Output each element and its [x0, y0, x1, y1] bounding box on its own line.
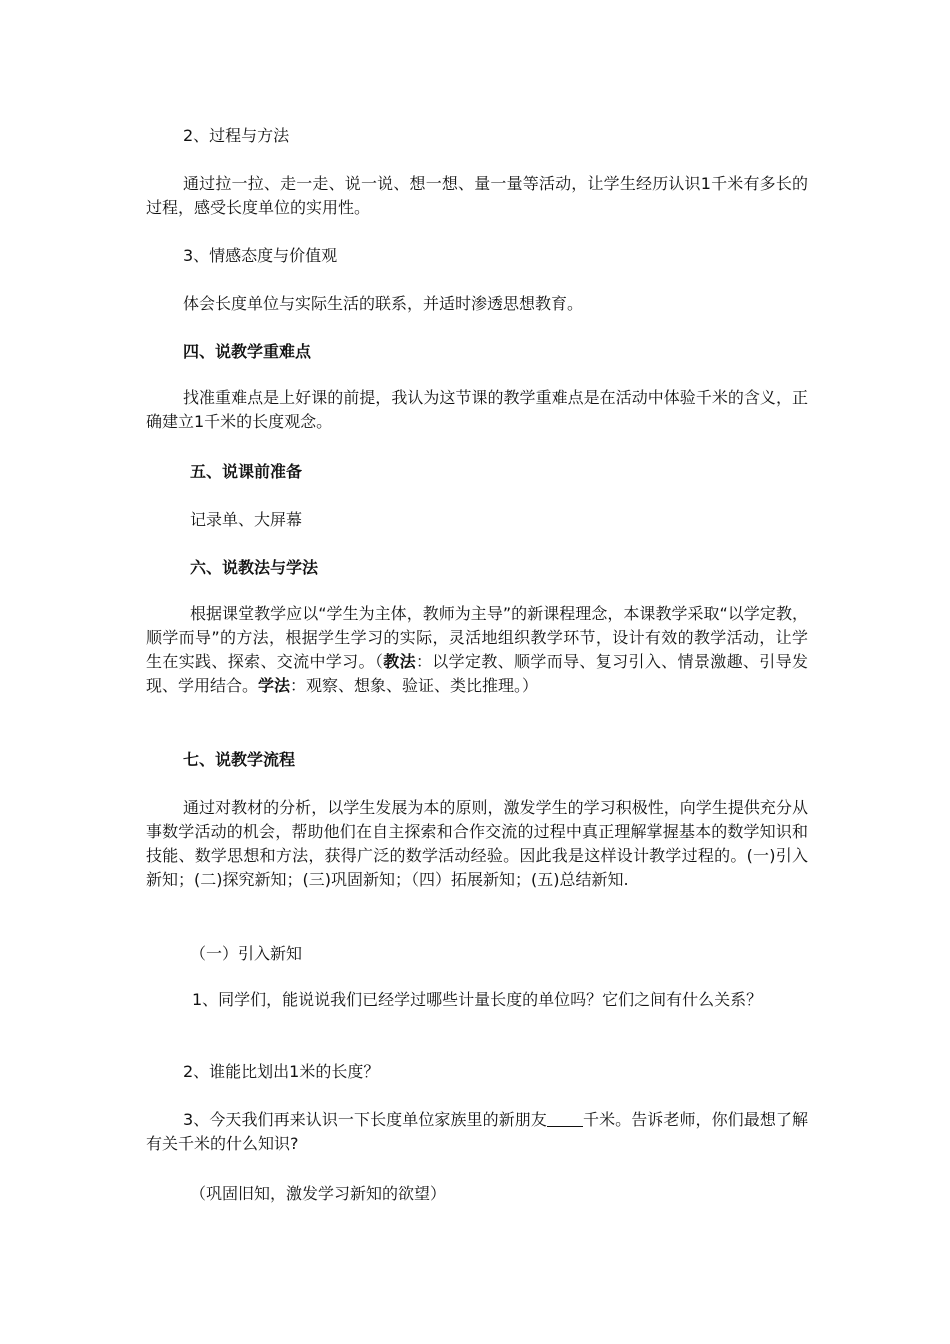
section-heading-process-method: 2、过程与方法 — [183, 126, 290, 145]
paragraph-preparation: 记录单、大屏幕 — [190, 510, 303, 529]
paragraph-teaching-methods — [146, 602, 808, 698]
paragraph-key-difficulties: 找准重难点是上好课的前提，我认为这节课的教学重难点是在活动中体验千米的含义，正确建立1千米的长度观念。 — [146, 388, 808, 431]
paragraph-process-method: 通过拉一拉、走一走、说一说、想一想、量一量等活动，让学生经历认识1千米有多长的过程，感受长度单位的实用性。 — [146, 174, 808, 217]
paragraph-emotion-values: 体会长度单位与实际生活的联系，并适时渗透思想教育。 — [183, 294, 584, 313]
heading-preparation: 五、说课前准备 — [190, 462, 303, 481]
methods-text-intro: 根据课堂教学应以“学生为主体，教师为主导”的新课程理念，本课教学采取“以学定教，顺学而导”的方法，根据学生学习的实际，灵活地组织教学环节，设计有效的教学活动，让学生在实践、探索、交流中学习。（ — [146, 604, 808, 671]
heading-key-difficulties: 四、说教学重难点 — [183, 342, 312, 361]
question-2: 2、谁能比划出1米的长度？ — [183, 1062, 380, 1081]
section-heading-emotion-values: 3、情感态度与价值观 — [183, 246, 338, 265]
question-3 — [146, 1108, 808, 1156]
question-3-text-a: 3、今天我们再来认识一下长度单位家族里的新朋友 — [183, 1110, 547, 1129]
note-consolidate: （巩固旧知，激发学习新知的欲望） — [190, 1184, 447, 1203]
heading-teaching-flow: 七、说教学流程 — [183, 750, 296, 769]
heading-teaching-methods: 六、说教法与学法 — [190, 558, 319, 577]
question-3-text-b: 千米。告诉老师，你们最想了解有关千米的什么知识? — [146, 1110, 808, 1153]
methods-text-teaching: ：以学定教、顺学而导、复习引入、情景激趣、引导发现、学用结合。 — [146, 652, 808, 695]
methods-label-teaching: 教法 — [383, 652, 416, 671]
methods-text-learning: ：观察、想象、验证、类比推理。） — [290, 676, 539, 695]
fill-in-blank — [547, 1110, 583, 1127]
methods-label-learning: 学法 — [258, 676, 291, 695]
subheading-introduce-new: （一）引入新知 — [190, 944, 303, 963]
question-1: 1、同学们，能说说我们已经学过哪些计量长度的单位吗？它们之间有什么关系？ — [192, 990, 763, 1009]
paragraph-teaching-flow: 通过对教材的分析，以学生发展为本的原则，激发学生的学习积极性，向学生提供充分从事数学活动的机会，帮助他们在自主探索和合作交流的过程中真正理解掌握基本的数学知识和技能、数学思想和方法，获得广泛的数学活动经验。因此我是这样设计教学过程的。(一)引入新知；(二)探究新知；(三)巩固新知；（四）拓展新知；(五)总结新知. — [146, 798, 808, 889]
